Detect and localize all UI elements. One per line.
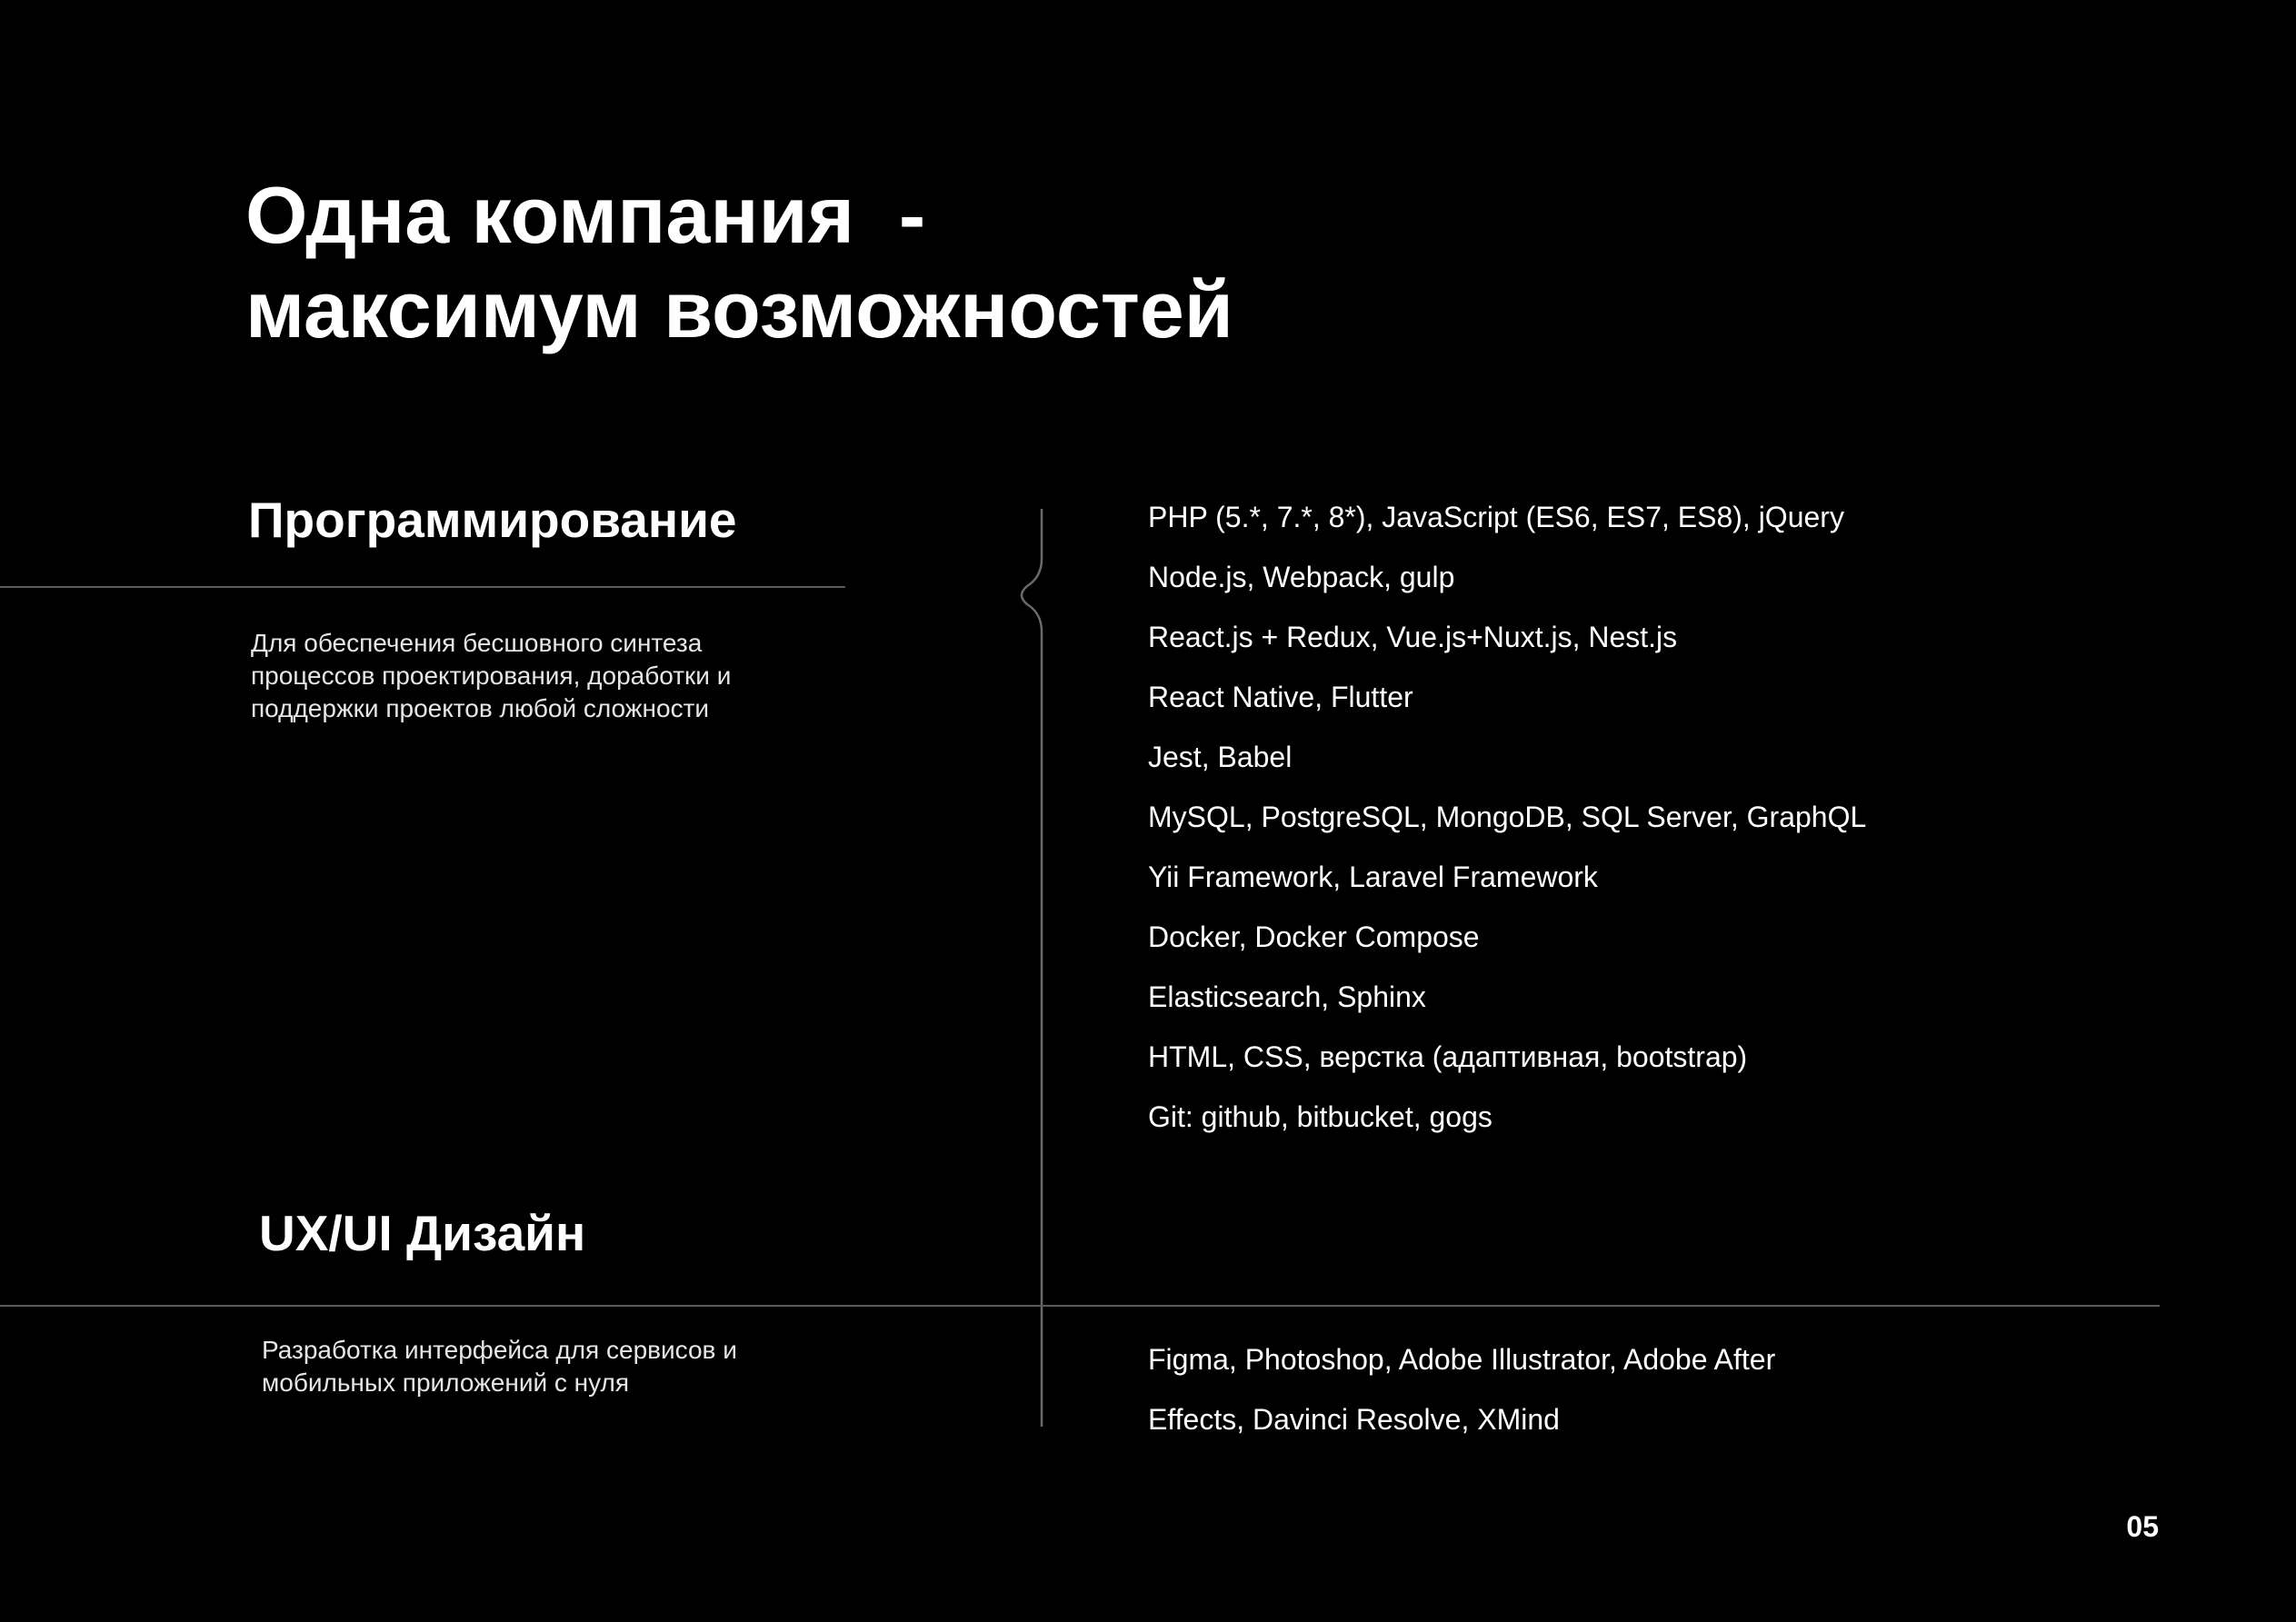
list-item: Git: github, bitbucket, gogs	[1148, 1100, 1492, 1133]
list-item: Node.js, Webpack, gulp	[1148, 561, 1455, 593]
list-item: HTML, CSS, верстка (адаптивная, bootstrap)	[1148, 1040, 1748, 1073]
list-item: React.js + Redux, Vue.js+Nuxt.js, Nest.js	[1148, 621, 1678, 653]
design-divider	[0, 1305, 2160, 1307]
list-item: PHP (5.*, 7.*, 8*), JavaScript (ES6, ES7, ES8), jQuery	[1148, 501, 1844, 533]
design-heading: UX/UI Дизайн	[259, 1205, 586, 1261]
list-item: Figma, Photoshop, Adobe Illustrator, Adobe After	[1148, 1343, 1776, 1376]
programming-heading: Программирование	[248, 492, 737, 548]
programming-divider	[0, 586, 845, 588]
page-title	[245, 168, 1233, 357]
list-item: Yii Framework, Laravel Framework	[1148, 861, 1598, 893]
design-description-line: мобильных приложений с нуля	[262, 1368, 630, 1397]
design-description-line: Разработка интерфейса для сервисов и	[262, 1336, 737, 1364]
list-item: Docker, Docker Compose	[1148, 920, 1480, 953]
title-line-1: Одна компания -	[245, 170, 926, 260]
list-item: Jest, Babel	[1148, 741, 1293, 773]
page-number: 05	[2126, 1510, 2159, 1543]
curly-brace-divider	[1000, 504, 1054, 1431]
programming-description-line: Для обеспечения бесшовного синтеза	[251, 629, 703, 657]
title-line-2: максимум возможностей	[245, 264, 1233, 354]
list-item: MySQL, PostgreSQL, MongoDB, SQL Server, GraphQL	[1148, 801, 1867, 833]
programming-description-line: поддержки проектов любой сложности	[251, 694, 710, 722]
design-description	[262, 1334, 737, 1399]
programming-description	[251, 627, 731, 725]
list-item: React Native, Flutter	[1148, 681, 1413, 713]
programming-description-line: процессов проектирования, доработки и	[251, 662, 732, 690]
list-item: Effects, Davinci Resolve, XMind	[1148, 1403, 1560, 1436]
programming-tech-list	[1148, 487, 1866, 1147]
design-tech-list	[1148, 1329, 1775, 1449]
list-item: Elasticsearch, Sphinx	[1148, 980, 1426, 1013]
